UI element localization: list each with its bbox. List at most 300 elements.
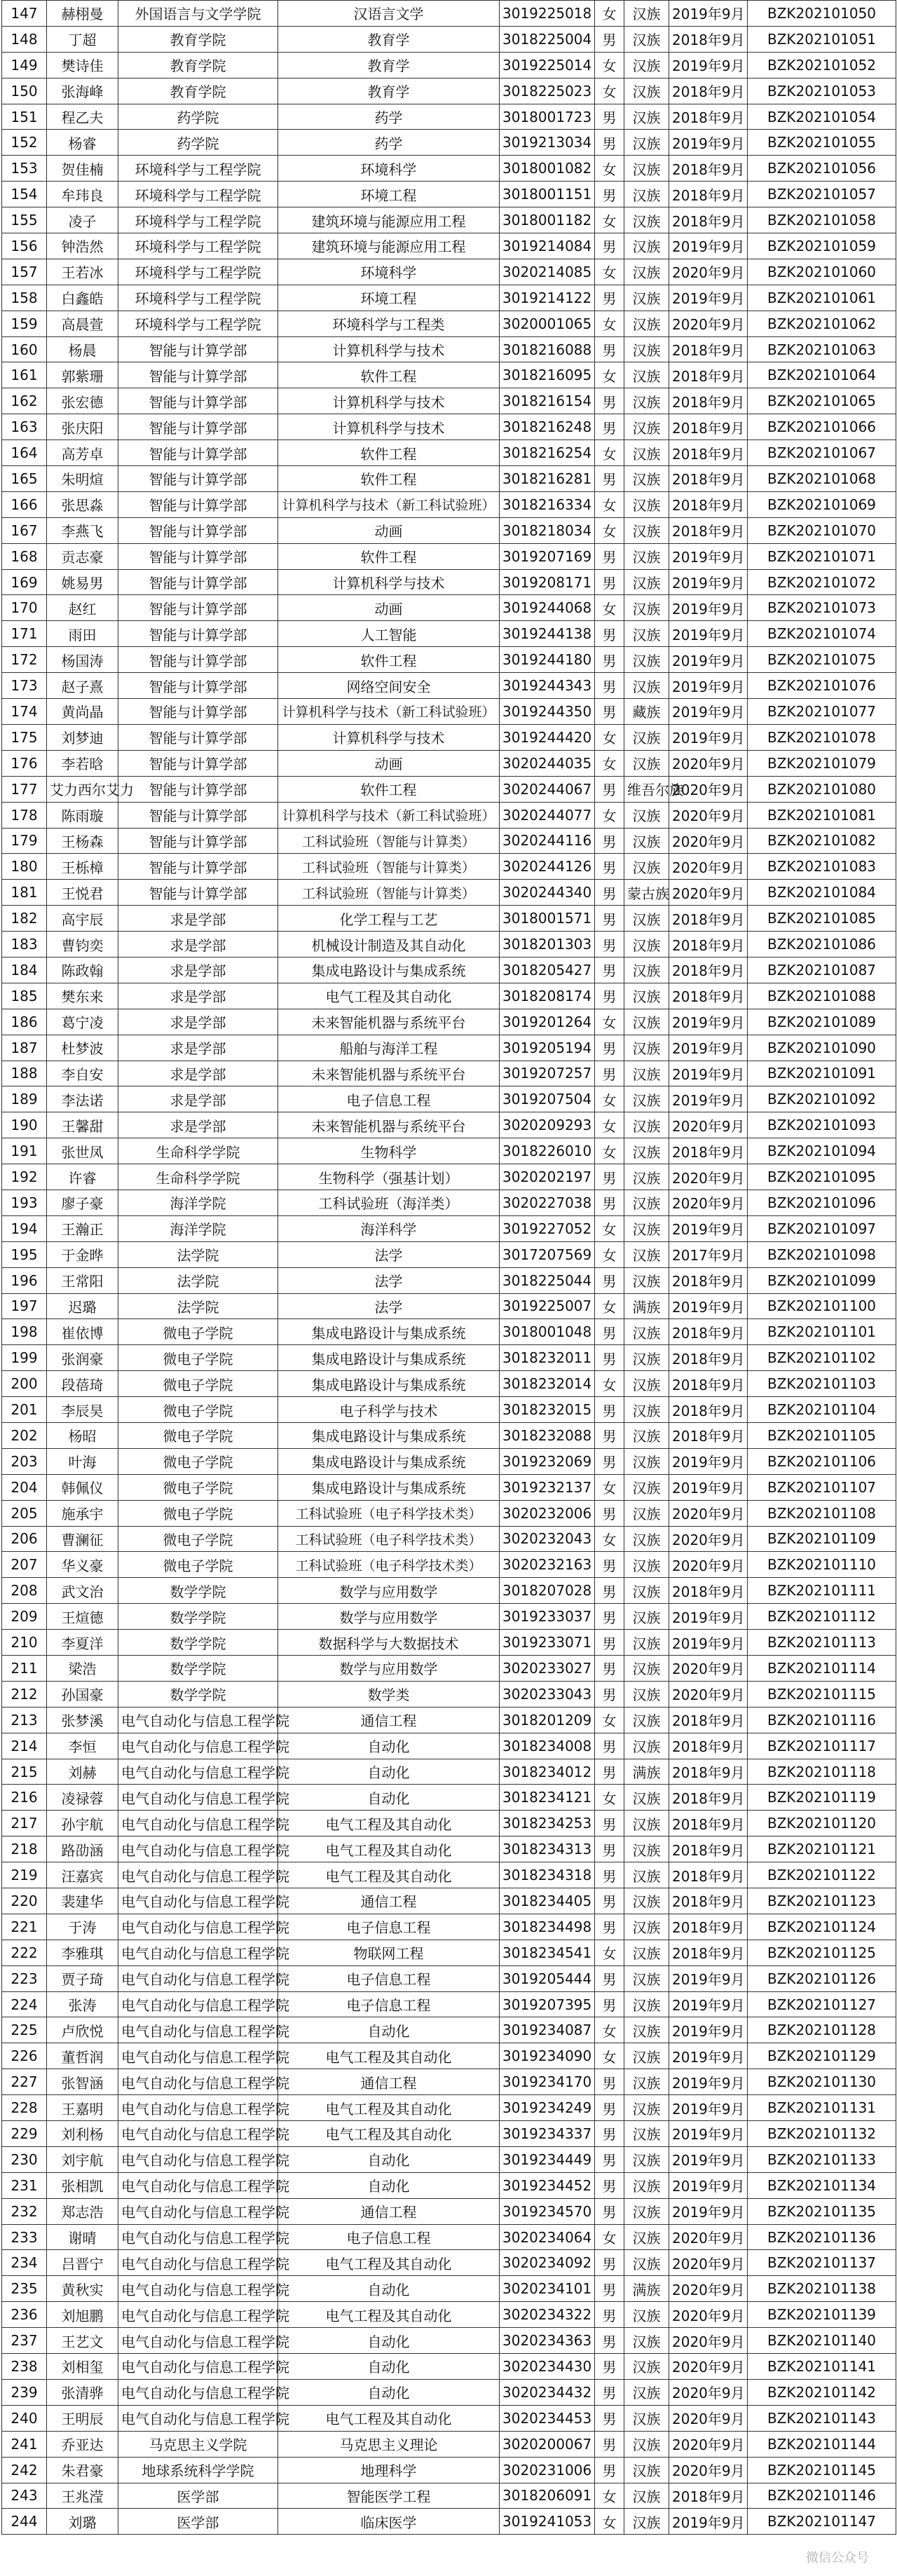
enrollment-cell: 2019年9月 (669, 543, 748, 569)
gender-cell: 男 (595, 2431, 624, 2457)
major-cell: 电气工程及其自动化 (278, 983, 500, 1009)
student-id-cell: 3019234570 (500, 2198, 595, 2224)
code-cell: BZK202101116 (748, 1707, 896, 1733)
ethnicity-cell: 汉族 (624, 1578, 669, 1604)
table-row (2, 1965, 896, 1991)
major-cell: 电气工程及其自动化 (278, 2121, 500, 2147)
gender-cell: 男 (595, 983, 624, 1009)
student-id-cell: 3020001065 (500, 311, 595, 336)
student-id-cell: 3019214084 (500, 233, 595, 259)
name-cell: 白鑫皓 (47, 285, 118, 311)
name-cell: 杨睿 (47, 130, 118, 156)
enrollment-cell: 2019年9月 (669, 233, 748, 259)
name-cell: 凌禄蓉 (47, 1785, 118, 1811)
student-id-cell: 3020234064 (500, 2224, 595, 2250)
name-cell: 武文治 (47, 1578, 118, 1604)
index-cell: 200 (2, 1371, 47, 1397)
index-cell: 235 (2, 2276, 47, 2302)
ethnicity-cell: 汉族 (624, 2017, 669, 2043)
name-cell: 陈政翰 (47, 957, 118, 983)
gender-cell: 男 (595, 2276, 624, 2302)
student-id-cell: 3017207569 (500, 1241, 595, 1267)
major-cell: 电气工程及其自动化 (278, 2095, 500, 2121)
table-row (2, 802, 896, 828)
student-id-cell: 3020234430 (500, 2354, 595, 2380)
table-row (2, 2146, 896, 2172)
code-cell: BZK202101120 (748, 1811, 896, 1836)
code-cell: BZK202101076 (748, 673, 896, 699)
table-row (2, 336, 896, 362)
gender-cell: 女 (595, 52, 624, 78)
ethnicity-cell: 汉族 (624, 2095, 669, 2121)
college-cell: 电气自动化与信息工程学院 (118, 1862, 278, 1888)
gender-cell: 男 (595, 2250, 624, 2276)
code-cell: BZK202101130 (748, 2069, 896, 2095)
index-cell: 228 (2, 2095, 47, 2121)
code-cell: BZK202101075 (748, 647, 896, 673)
enrollment-cell: 2019年9月 (669, 1293, 748, 1319)
major-cell: 网络空间安全 (278, 673, 500, 699)
ethnicity-cell: 汉族 (624, 207, 669, 233)
college-cell: 电气自动化与信息工程学院 (118, 2379, 278, 2405)
gender-cell: 男 (595, 880, 624, 906)
table-row (2, 2043, 896, 2069)
table-row (2, 1061, 896, 1086)
major-cell: 地理科学 (278, 2457, 500, 2483)
major-cell: 通信工程 (278, 2198, 500, 2224)
name-cell: 赵子熹 (47, 673, 118, 699)
name-cell: 樊诗佳 (47, 52, 118, 78)
code-cell: BZK202101051 (748, 26, 896, 52)
student-id-cell: 3018234012 (500, 1759, 595, 1785)
code-cell: BZK202101095 (748, 1164, 896, 1190)
ethnicity-cell: 汉族 (624, 336, 669, 362)
name-cell: 张智涵 (47, 2069, 118, 2095)
ethnicity-cell: 汉族 (624, 1112, 669, 1138)
gender-cell: 男 (595, 2069, 624, 2095)
major-cell: 软件工程 (278, 362, 500, 388)
index-cell: 167 (2, 517, 47, 543)
student-id-cell: 3018234405 (500, 1888, 595, 1914)
gender-cell: 男 (595, 104, 624, 130)
table-row (2, 569, 896, 595)
major-cell: 环境工程 (278, 182, 500, 207)
student-id-cell: 3020244035 (500, 750, 595, 776)
student-id-cell: 3019225007 (500, 1293, 595, 1319)
college-cell: 地球系统科学学院 (118, 2457, 278, 2483)
name-cell: 李自安 (47, 1061, 118, 1086)
code-cell: BZK202101092 (748, 1086, 896, 1112)
gender-cell: 女 (595, 2509, 624, 2535)
name-cell: 王明辰 (47, 2405, 118, 2431)
index-cell: 220 (2, 1888, 47, 1914)
name-cell: 张涛 (47, 1991, 118, 2017)
student-id-cell: 3018216334 (500, 491, 595, 517)
enrollment-cell: 2018年9月 (669, 957, 748, 983)
table-row (2, 1526, 896, 1552)
major-cell: 集成电路设计与集成系统 (278, 1474, 500, 1500)
gender-cell: 男 (595, 673, 624, 699)
ethnicity-cell: 汉族 (624, 750, 669, 776)
student-id-cell: 3019234249 (500, 2095, 595, 2121)
enrollment-cell: 2020年9月 (669, 802, 748, 828)
college-cell: 环境科学与工程学院 (118, 156, 278, 182)
college-cell: 医学部 (118, 2483, 278, 2509)
index-cell: 155 (2, 207, 47, 233)
name-cell: 刘梦迪 (47, 724, 118, 750)
major-cell: 教育学 (278, 78, 500, 104)
student-id-cell: 3018001048 (500, 1319, 595, 1345)
major-cell: 海洋科学 (278, 1215, 500, 1241)
code-cell: BZK202101080 (748, 776, 896, 802)
code-cell: BZK202101082 (748, 828, 896, 854)
table-row (2, 1940, 896, 1965)
student-id-cell: 3020231006 (500, 2457, 595, 2483)
name-cell: 路劭涵 (47, 1836, 118, 1862)
name-cell: 李雅琪 (47, 1940, 118, 1965)
ethnicity-cell: 满族 (624, 1759, 669, 1785)
enrollment-cell: 2020年9月 (669, 2354, 748, 2380)
student-id-cell: 3018205427 (500, 957, 595, 983)
college-cell: 电气自动化与信息工程学院 (118, 1991, 278, 2017)
index-cell: 234 (2, 2250, 47, 2276)
ethnicity-cell: 汉族 (624, 1785, 669, 1811)
college-cell: 电气自动化与信息工程学院 (118, 2224, 278, 2250)
gender-cell: 男 (595, 285, 624, 311)
major-cell: 人工智能 (278, 621, 500, 647)
name-cell: 曹澜征 (47, 1526, 118, 1552)
gender-cell: 女 (595, 311, 624, 336)
enrollment-cell: 2019年9月 (669, 1991, 748, 2017)
index-cell: 187 (2, 1035, 47, 1061)
code-cell: BZK202101144 (748, 2431, 896, 2457)
code-cell: BZK202101118 (748, 1759, 896, 1785)
name-cell: 张清骅 (47, 2379, 118, 2405)
enrollment-cell: 2019年9月 (669, 1009, 748, 1035)
index-cell: 184 (2, 957, 47, 983)
college-cell: 电气自动化与信息工程学院 (118, 2172, 278, 2198)
major-cell: 数学与应用数学 (278, 1656, 500, 1682)
table-row (2, 259, 896, 285)
major-cell: 建筑环境与能源应用工程 (278, 207, 500, 233)
student-id-cell: 3019232069 (500, 1448, 595, 1474)
table-row (2, 362, 896, 388)
gender-cell: 男 (595, 1681, 624, 1707)
table-row (2, 2276, 896, 2302)
index-cell: 224 (2, 1991, 47, 2017)
college-cell: 求是学部 (118, 1061, 278, 1086)
gender-cell: 男 (595, 233, 624, 259)
code-cell: BZK202101063 (748, 336, 896, 362)
student-id-cell: 3019233037 (500, 1604, 595, 1630)
table-row (2, 2483, 896, 2509)
gender-cell: 男 (595, 1267, 624, 1293)
college-cell: 电气自动化与信息工程学院 (118, 1707, 278, 1733)
major-cell: 通信工程 (278, 2069, 500, 2095)
gender-cell: 男 (595, 1190, 624, 1215)
table-row (2, 880, 896, 906)
enrollment-cell: 2018年9月 (669, 78, 748, 104)
student-id-cell: 3018001723 (500, 104, 595, 130)
table-row (2, 699, 896, 725)
name-cell: 吕晋宁 (47, 2250, 118, 2276)
college-cell: 智能与计算学部 (118, 673, 278, 699)
index-cell: 204 (2, 1474, 47, 1500)
ethnicity-cell: 汉族 (624, 104, 669, 130)
code-cell: BZK202101107 (748, 1474, 896, 1500)
college-cell: 电气自动化与信息工程学院 (118, 1940, 278, 1965)
index-cell: 178 (2, 802, 47, 828)
index-cell: 212 (2, 1681, 47, 1707)
enrollment-cell: 2018年9月 (669, 104, 748, 130)
table-row (2, 466, 896, 492)
ethnicity-cell: 汉族 (624, 1500, 669, 1526)
table-row (2, 828, 896, 854)
table-row (2, 1862, 896, 1888)
college-cell: 环境科学与工程学院 (118, 182, 278, 207)
college-cell: 电气自动化与信息工程学院 (118, 1914, 278, 1940)
gender-cell: 男 (595, 1991, 624, 2017)
code-cell: BZK202101050 (748, 1, 896, 27)
ethnicity-cell: 汉族 (624, 78, 669, 104)
name-cell: 李夏洋 (47, 1630, 118, 1656)
code-cell: BZK202101108 (748, 1500, 896, 1526)
college-cell: 求是学部 (118, 1035, 278, 1061)
college-cell: 智能与计算学部 (118, 362, 278, 388)
index-cell: 190 (2, 1112, 47, 1138)
ethnicity-cell: 汉族 (624, 957, 669, 983)
code-cell: BZK202101060 (748, 259, 896, 285)
name-cell: 葛宁凌 (47, 1009, 118, 1035)
ethnicity-cell: 汉族 (624, 1836, 669, 1862)
code-cell: BZK202101147 (748, 2509, 896, 2535)
college-cell: 环境科学与工程学院 (118, 233, 278, 259)
ethnicity-cell: 汉族 (624, 2509, 669, 2535)
code-cell: BZK202101104 (748, 1397, 896, 1423)
index-cell: 221 (2, 1914, 47, 1940)
gender-cell: 男 (595, 1914, 624, 1940)
college-cell: 环境科学与工程学院 (118, 259, 278, 285)
enrollment-cell: 2018年9月 (669, 983, 748, 1009)
code-cell: BZK202101079 (748, 750, 896, 776)
student-id-cell: 3019227052 (500, 1215, 595, 1241)
gender-cell: 男 (595, 1604, 624, 1630)
ethnicity-cell: 汉族 (624, 2121, 669, 2147)
enrollment-cell: 2019年9月 (669, 1604, 748, 1630)
college-cell: 电气自动化与信息工程学院 (118, 2017, 278, 2043)
name-cell: 汪嘉宾 (47, 1862, 118, 1888)
student-id-cell: 3019241053 (500, 2509, 595, 2535)
enrollment-cell: 2019年9月 (669, 595, 748, 621)
index-cell: 201 (2, 1397, 47, 1423)
code-cell: BZK202101128 (748, 2017, 896, 2043)
gender-cell: 男 (595, 2095, 624, 2121)
code-cell: BZK202101109 (748, 1526, 896, 1552)
major-cell: 法学 (278, 1241, 500, 1267)
name-cell: 李若晗 (47, 750, 118, 776)
student-id-cell: 3018232011 (500, 1345, 595, 1371)
code-cell: BZK202101114 (748, 1656, 896, 1682)
college-cell: 电气自动化与信息工程学院 (118, 1965, 278, 1991)
student-id-cell: 3019244180 (500, 647, 595, 673)
code-cell: BZK202101067 (748, 440, 896, 466)
code-cell: BZK202101065 (748, 388, 896, 414)
gender-cell: 男 (595, 1965, 624, 1991)
code-cell: BZK202101061 (748, 285, 896, 311)
ethnicity-cell: 汉族 (624, 932, 669, 958)
index-cell: 182 (2, 906, 47, 932)
major-cell: 集成电路设计与集成系统 (278, 1371, 500, 1397)
code-cell: BZK202101129 (748, 2043, 896, 2069)
code-cell: BZK202101077 (748, 699, 896, 725)
name-cell: 张宏德 (47, 388, 118, 414)
college-cell: 求是学部 (118, 932, 278, 958)
student-id-cell: 3019244068 (500, 595, 595, 621)
index-cell: 194 (2, 1215, 47, 1241)
student-id-cell: 3019244350 (500, 699, 595, 725)
index-cell: 233 (2, 2224, 47, 2250)
table-row (2, 2172, 896, 2198)
index-cell: 150 (2, 78, 47, 104)
ethnicity-cell: 汉族 (624, 362, 669, 388)
ethnicity-cell: 蒙古族 (624, 880, 669, 906)
ethnicity-cell: 汉族 (624, 1604, 669, 1630)
code-cell: BZK202101139 (748, 2302, 896, 2328)
enrollment-cell: 2018年9月 (669, 932, 748, 958)
major-cell: 电气工程及其自动化 (278, 1811, 500, 1836)
college-cell: 环境科学与工程学院 (118, 311, 278, 336)
table-row (2, 2198, 896, 2224)
index-cell: 196 (2, 1267, 47, 1293)
name-cell: 廖子豪 (47, 1190, 118, 1215)
ethnicity-cell: 汉族 (624, 1630, 669, 1656)
table-row (2, 2224, 896, 2250)
ethnicity-cell: 汉族 (624, 1138, 669, 1164)
college-cell: 生命科学学院 (118, 1164, 278, 1190)
table-row (2, 2121, 896, 2147)
code-cell: BZK202101134 (748, 2172, 896, 2198)
ethnicity-cell: 汉族 (624, 1345, 669, 1371)
table-row (2, 130, 896, 156)
enrollment-cell: 2019年9月 (669, 2146, 748, 2172)
name-cell: 张庆阳 (47, 414, 118, 440)
ethnicity-cell: 汉族 (624, 1733, 669, 1759)
college-cell: 智能与计算学部 (118, 388, 278, 414)
gender-cell: 男 (595, 699, 624, 725)
table-row (2, 957, 896, 983)
ethnicity-cell: 汉族 (624, 1086, 669, 1112)
code-cell: BZK202101133 (748, 2146, 896, 2172)
student-id-cell: 3020244067 (500, 776, 595, 802)
code-cell: BZK202101084 (748, 880, 896, 906)
name-cell: 王栎樟 (47, 854, 118, 880)
name-cell: 于涛 (47, 1914, 118, 1940)
name-cell: 梁浩 (47, 1656, 118, 1682)
index-cell: 199 (2, 1345, 47, 1371)
student-id-cell: 3020234101 (500, 2276, 595, 2302)
gender-cell: 女 (595, 517, 624, 543)
major-cell: 环境科学 (278, 259, 500, 285)
major-cell: 通信工程 (278, 1888, 500, 1914)
table-row (2, 1604, 896, 1630)
name-cell: 刘宇航 (47, 2146, 118, 2172)
ethnicity-cell: 汉族 (624, 1448, 669, 1474)
name-cell: 孙国豪 (47, 1681, 118, 1707)
ethnicity-cell: 汉族 (624, 1, 669, 27)
gender-cell: 男 (595, 828, 624, 854)
major-cell: 数学与应用数学 (278, 1604, 500, 1630)
name-cell: 陈雨璇 (47, 802, 118, 828)
table-row (2, 1397, 896, 1423)
gender-cell: 女 (595, 1293, 624, 1319)
index-cell: 197 (2, 1293, 47, 1319)
student-id-cell: 3018234318 (500, 1862, 595, 1888)
code-cell: BZK202101119 (748, 1785, 896, 1811)
name-cell: 王若冰 (47, 259, 118, 285)
ethnicity-cell: 汉族 (624, 983, 669, 1009)
college-cell: 智能与计算学部 (118, 569, 278, 595)
major-cell: 自动化 (278, 2354, 500, 2380)
index-cell: 168 (2, 543, 47, 569)
enrollment-cell: 2019年9月 (669, 1, 748, 27)
name-cell: 凌子 (47, 207, 118, 233)
index-cell: 222 (2, 1940, 47, 1965)
college-cell: 求是学部 (118, 957, 278, 983)
enrollment-cell: 2019年9月 (669, 569, 748, 595)
gender-cell: 男 (595, 130, 624, 156)
gender-cell: 男 (595, 854, 624, 880)
ethnicity-cell: 汉族 (624, 1991, 669, 2017)
college-cell: 电气自动化与信息工程学院 (118, 2121, 278, 2147)
index-cell: 162 (2, 388, 47, 414)
index-cell: 185 (2, 983, 47, 1009)
ethnicity-cell: 汉族 (624, 26, 669, 52)
major-cell: 软件工程 (278, 440, 500, 466)
code-cell: BZK202101101 (748, 1319, 896, 1345)
student-id-cell: 3020232006 (500, 1500, 595, 1526)
major-cell: 计算机科学与技术（新工科试验班） (278, 491, 500, 517)
table-row (2, 414, 896, 440)
name-cell: 王瀚正 (47, 1215, 118, 1241)
major-cell: 工科试验班（电子科学技术类） (278, 1500, 500, 1526)
ethnicity-cell: 汉族 (624, 2172, 669, 2198)
code-cell: BZK202101113 (748, 1630, 896, 1656)
code-cell: BZK202101137 (748, 2250, 896, 2276)
college-cell: 电气自动化与信息工程学院 (118, 2069, 278, 2095)
ethnicity-cell: 汉族 (624, 1267, 669, 1293)
college-cell: 电气自动化与信息工程学院 (118, 2328, 278, 2354)
gender-cell: 女 (595, 1474, 624, 1500)
major-cell: 教育学 (278, 26, 500, 52)
index-cell: 209 (2, 1604, 47, 1630)
major-cell: 自动化 (278, 2146, 500, 2172)
student-id-cell: 3018234121 (500, 1785, 595, 1811)
student-id-cell: 3018225023 (500, 78, 595, 104)
student-id-cell: 3019234090 (500, 2043, 595, 2069)
major-cell: 电子信息工程 (278, 1965, 500, 1991)
gender-cell: 男 (595, 1630, 624, 1656)
gender-cell: 男 (595, 1862, 624, 1888)
index-cell: 240 (2, 2405, 47, 2431)
code-cell: BZK202101078 (748, 724, 896, 750)
name-cell: 王馨甜 (47, 1112, 118, 1138)
gender-cell: 女 (595, 1526, 624, 1552)
name-cell: 董哲润 (47, 2043, 118, 2069)
enrollment-cell: 2020年9月 (669, 1552, 748, 1578)
student-id-cell: 3018232088 (500, 1422, 595, 1448)
code-cell: BZK202101056 (748, 156, 896, 182)
enrollment-cell: 2019年9月 (669, 1630, 748, 1656)
